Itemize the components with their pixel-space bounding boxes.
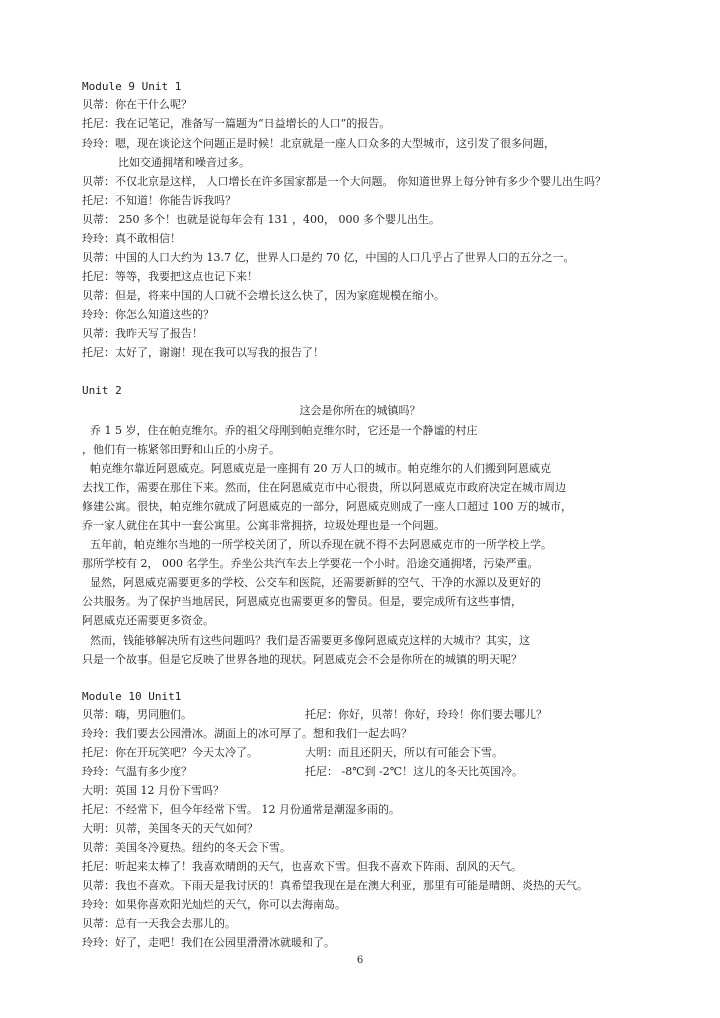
m9-line: 玲玲：你怎么知道这些的？ [82,308,214,321]
m10-line: 大明：英国 12 月份下雪吗？ [82,784,224,797]
m9-line: 玲玲：嗯，现在谈论这个问题正是时候！北京就是一座人口众多的大型城市，这引发了很多问题， [82,137,555,150]
unit2-title: Unit 2 [82,384,122,397]
m9-line: 贝蒂：我昨天写了报告！ [82,327,203,340]
m10-line: 托尼：你好，贝蒂！你好，玲玲！你们要去哪儿？ [305,708,547,721]
m9-line: 贝蒂： 250 多个！也就是说每年会有 131 ，400， 000 多个婴儿出生。 [82,213,440,226]
m9-line: 托尼：等等，我要把这点也记下来！ [82,270,258,283]
m10-line: 玲玲：气温有多少度？ [82,765,192,778]
m9-line: 托尼：不知道！你能告诉我吗？ [82,194,236,207]
module10-title: Module 10 Unit1 [82,690,182,703]
m10-line: 贝蒂：嗨，男同胞们。 [82,708,192,721]
m9-line: 托尼：太好了，谢谢！现在我可以写我的报告了！ [82,346,324,359]
m10-line: 贝蒂：我也不喜欢。下雨天是我讨厌的！真希望我现在是在澳大利亚，那里有可能是晴朗、炎热的天气。 [82,879,588,892]
m10-line: 托尼：听起来太棒了！我喜欢晴朗的天气，也喜欢下雪。但我不喜欢下阵雨、刮风的天气。 [82,860,522,873]
m10-line: 大明：而且还阴天，所以有可能会下雪。 [305,746,503,759]
m10-line: 托尼：不经常下，但今年经常下雪。 12 月份通常是潮湿多雨的。 [82,803,400,816]
m10-dialogue-row [0,746,720,760]
m10-line: 贝蒂：美国冬冷夏热。纽约的冬天会下雪。 [82,841,291,854]
m10-line: 玲玲：好了，走吧！我们在公园里滑滑冰就暖和了。 [82,936,335,949]
u2-line: 只是一个故事。但是它反映了世界各地的现状。阿恩威克会不会是你所在的城镇的明天呢？ [82,653,522,666]
u2-line: 去找工作，需要在那住下来。然而，住在阿恩威克市中心很贵，所以阿恩威克市政府决定在城市周边 [82,481,566,494]
u2-line: 然而，钱能够解决所有这些问题吗？我们是否需要更多像阿恩威克这样的大城市？其实，这 [90,634,530,647]
m10-line: 玲玲：如果你喜欢阳光灿烂的天气，你可以去海南岛。 [82,898,346,911]
u2-line: 那所学校有 2， 000 名学生。乔坐公共汽车去上学要花一个小时。沿途交通拥堵，污染严重。 [82,557,539,570]
m9-line: 贝蒂：不仅北京是这样， 人口增长在许多国家都是一个大问题。 你知道世界上每分钟有多少个婴儿出生吗？ [82,175,606,188]
u2-line: 乔 1 5 岁，住在帕克维尔。乔的祖父母刚到帕克维尔时，它还是一个静谧的村庄 [90,424,478,437]
u2-line: ，他们有一栋紧邻田野和山丘的小房子。 [82,443,280,456]
u2-line: 修建公寓。很快，帕克维尔就成了阿恩威克的一部分，阿恩威克则成了一座人口超过 100 万的城市， [82,500,572,513]
u2-line: 乔一家人就住在其中一套公寓里。公寓非常拥挤，垃圾处理也是一个问题。 [82,519,445,532]
unit2-heading: 这会是你所在的城镇吗？ [299,404,421,417]
m10-dialogue-row [0,765,720,779]
m9-line: 贝蒂：你在干什么呢？ [82,98,192,111]
m10-line: 玲玲：我们要去公园滑冰。湖面上的冰可厚了。想和我们一起去吗？ [82,727,412,740]
m10-line: 托尼： -8℃到 -2℃！这儿的冬天比英国冷。 [305,765,524,778]
m9-line: 贝蒂：但是，将来中国的人口就不会增长这么快了，因为家庭规模在缩小。 [82,289,445,302]
module9-title: Module 9 Unit 1 [82,80,182,93]
page-number: 6 [356,955,364,966]
u2-line: 帕克维尔靠近阿恩威克。阿恩威克是一座拥有 20 万人口的城市。帕克维尔的人们搬到阿恩威克 [90,462,551,475]
m9-line: 贝蒂：中国的人口大约为 13.7 亿，世界人口是约 70 亿，中国的人口几乎占了世界人口的五分之一。 [82,251,575,264]
m10-dialogue-row [0,708,720,722]
m9-line: 托尼：我在记笔记，准备写一篇题为“日益增长的人口”的报告。 [82,117,391,130]
m10-line: 贝蒂：总有一天我会去那儿的。 [82,917,236,930]
u2-line: 五年前，帕克维尔当地的一所学校关闭了，所以乔现在就不得不去阿恩威克市的一所学校上学。 [90,538,552,551]
m9-line: 比如交通拥堵和噪音过多。 [118,156,250,169]
u2-line: 显然，阿恩威克需要更多的学校、公交车和医院，还需要新鲜的空气、干净的水源以及更好的 [90,576,541,589]
m10-line: 大明：贝蒂，美国冬天的天气如何？ [82,822,258,835]
m9-line: 玲玲：真不敢相信！ [82,232,181,245]
m10-line: 托尼：你在开玩笑吧？今天太冷了。 [82,746,258,759]
u2-line: 阿恩威克还需要更多资金。 [82,614,214,627]
u2-line: 公共服务。为了保护当地居民，阿恩威克也需要更多的警员。但是，要完成所有这些事情， [82,595,522,608]
